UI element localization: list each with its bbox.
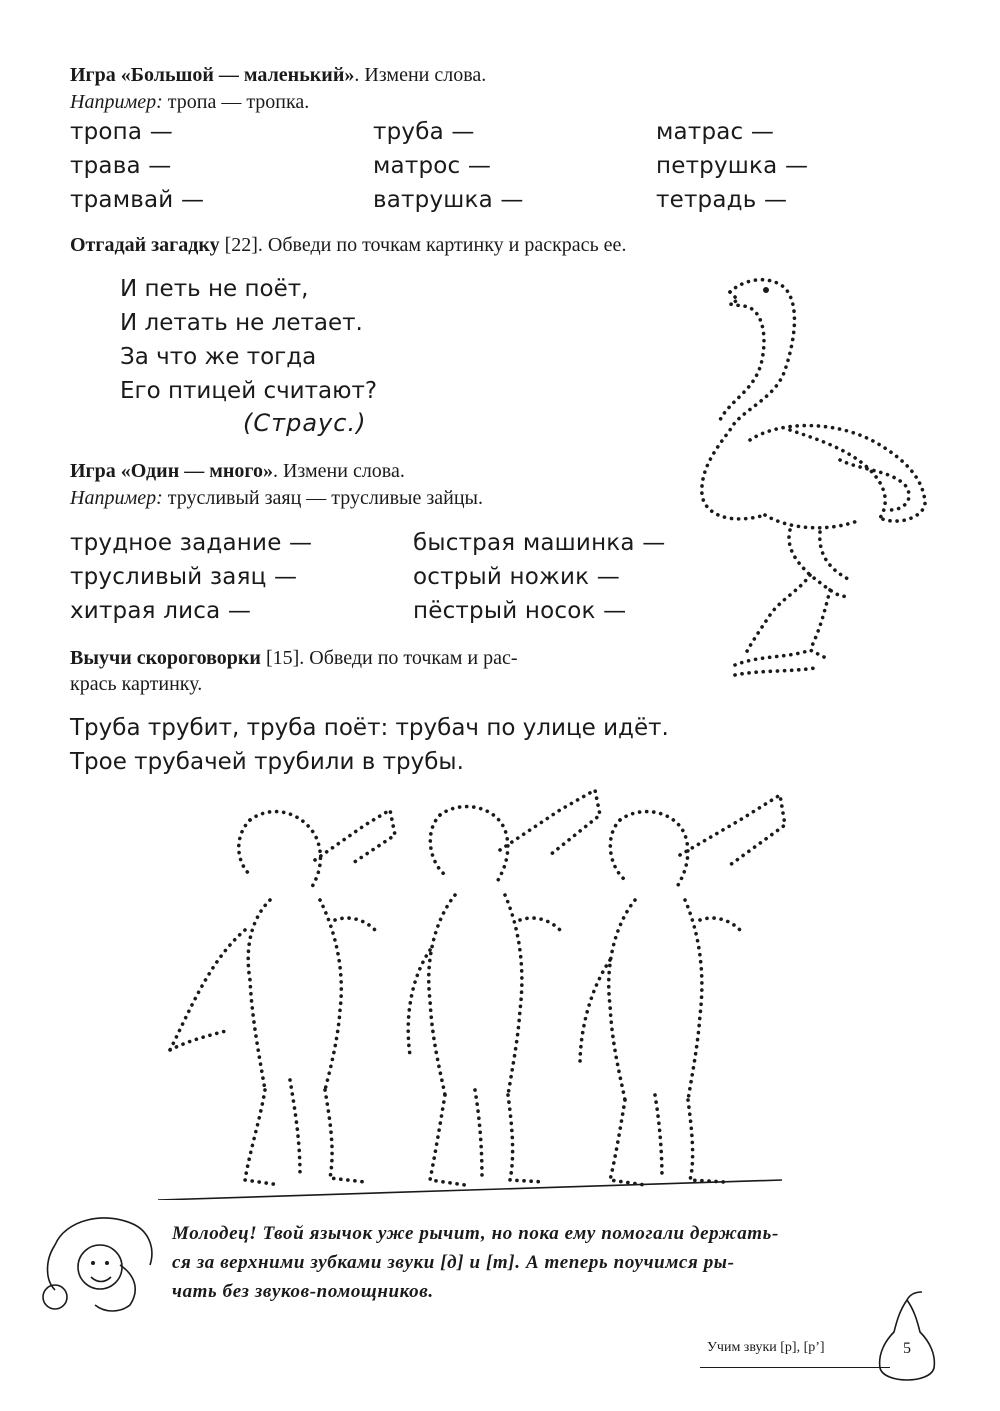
- section1-example-text: тропа — тропка.: [162, 91, 310, 113]
- page-number: 5: [903, 1340, 911, 1357]
- section2-heading: [70, 232, 626, 258]
- section1-title: Игра «Большой — маленький»: [70, 64, 355, 86]
- riddle-line: И летать не летает.: [120, 310, 363, 336]
- section2-instruction: . Обведи по точкам картинку и раскрась ее.: [257, 234, 627, 256]
- section2-ref: [22]: [219, 234, 258, 256]
- riddle-line: И петь не поёт,: [120, 276, 309, 302]
- footer-title: Учим звуки [р], [р’]: [707, 1340, 825, 1355]
- word-item: трава —: [70, 153, 172, 179]
- section1-col3: [656, 115, 808, 217]
- section3-col2: [413, 526, 665, 628]
- section1-instruction: . Измени слова.: [354, 64, 487, 86]
- section1-col1: [70, 115, 204, 217]
- praise-line: чать без звуков-помощников.: [172, 1281, 434, 1302]
- riddle-line: Его птицей считают?: [120, 378, 378, 404]
- riddle-line: За что же тогда: [120, 344, 317, 370]
- section4-instruction-line2: крась картинку.: [70, 673, 203, 695]
- phrase-item: хитрая лиса —: [70, 598, 252, 624]
- ground-line: [158, 1180, 782, 1200]
- trumpeters-dotted-drawing: [150, 780, 790, 1200]
- section1-example-label: Например:: [70, 91, 163, 113]
- word-item: матрас —: [656, 119, 775, 145]
- section3-example-label: Например:: [70, 487, 163, 509]
- trumpeter-2: [408, 790, 600, 1185]
- riddle-answer: (Страус.): [243, 409, 367, 437]
- gnome-icon: [25, 1205, 165, 1315]
- phrase-item: трудное задание —: [70, 530, 313, 556]
- word-item: матрос —: [373, 153, 492, 179]
- section3-heading: [70, 458, 405, 484]
- section3-title: Игра «Один — много»: [70, 460, 273, 482]
- section1-heading: [70, 62, 486, 88]
- section1-col2: [373, 115, 524, 217]
- trumpeter-3: [580, 795, 785, 1185]
- tongue-twister: Труба трубит, труба поёт: трубач по улице идёт.: [70, 715, 669, 741]
- word-item: тропа —: [70, 119, 173, 145]
- footer-rule: [700, 1367, 890, 1368]
- word-item: петрушка —: [656, 153, 809, 179]
- trumpeter-1: [170, 810, 395, 1185]
- section4-heading: [70, 645, 518, 671]
- section2-title: Отгадай загадку: [70, 234, 220, 256]
- section3-instruction: . Измени слова.: [272, 460, 405, 482]
- tongue-twister: Трое трубачей трубили в трубы.: [70, 749, 464, 775]
- section4-instruction-line1: . Обведи по точкам и рас-: [299, 647, 518, 669]
- phrase-item: пёстрый носок —: [413, 598, 627, 624]
- praise-text: [172, 1219, 779, 1306]
- section1-example: [70, 89, 309, 115]
- phrase-item: острый ножик —: [413, 564, 620, 590]
- section4-ref: [15]: [260, 647, 300, 669]
- riddle: [120, 272, 377, 408]
- word-item: труба —: [373, 119, 475, 145]
- tongue-twisters: [70, 711, 669, 779]
- section3-example-text: трусливый заяц — трусливые зайцы.: [162, 487, 483, 509]
- phrase-item: быстрая машинка —: [413, 530, 666, 556]
- section3-example: [70, 485, 483, 511]
- section3-col1: [70, 526, 312, 628]
- praise-line: Молодец! Твой язычок уже рычит, но пока ему помогали держать-: [172, 1223, 779, 1244]
- ostrich-eye: [763, 287, 769, 293]
- word-item: трамвай —: [70, 187, 205, 213]
- ostrich-outline: [702, 280, 925, 675]
- word-item: ватрушка —: [373, 187, 524, 213]
- praise-line: ся за верхними зубками звуки [д] и [т]. А теперь поучимся ры-: [172, 1252, 735, 1273]
- phrase-item: трусливый заяц —: [70, 564, 298, 590]
- section4-title: Выучи скороговорки: [70, 647, 261, 669]
- ostrich-dotted-drawing: [690, 270, 940, 690]
- word-item: тетрадь —: [656, 187, 788, 213]
